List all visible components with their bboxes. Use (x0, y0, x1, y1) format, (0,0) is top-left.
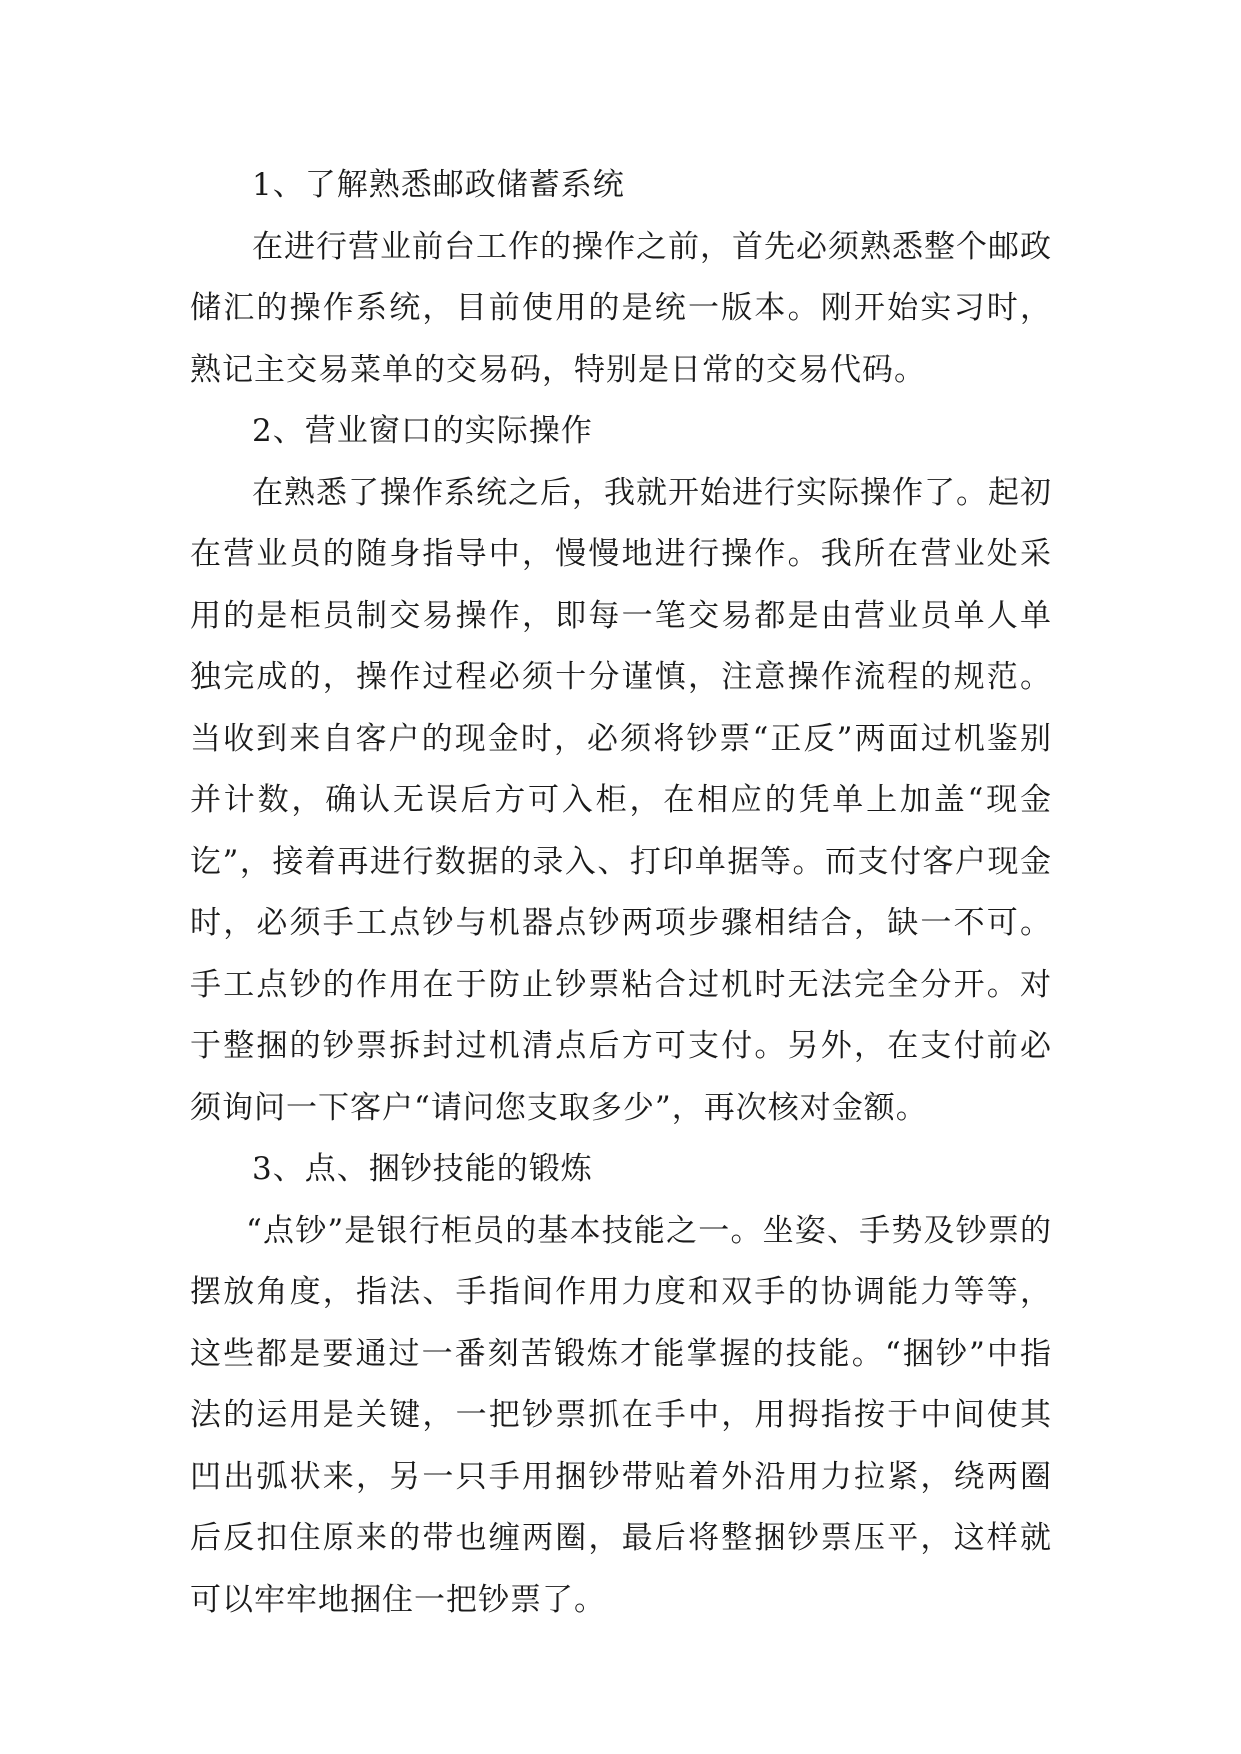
document-body (190, 155, 1052, 1631)
paragraph-3: “点钞”是银行柜员的基本技能之一。坐姿、手势及钞票的摆放角度，指法、手指间作用力度和双手的协调能力等等，这些都是要通过一番刻苦锻炼才能掌握的技能。“捆钞”中指法的运用是关键，一把钞票抓在手中，用拇指按于中间使其凹出弧状来，另一只手用捆钞带贴着外沿用力拉紧，绕两圈后反扣住原来的带也缠两圈，最后将整捆钞票压平，这样就可以牢牢地捆住一把钞票了。 (190, 1212, 1052, 1618)
section-heading-2: 2、营业窗口的实际操作 (252, 413, 593, 449)
paragraph-2: 在熟悉了操作系统之后，我就开始进行实际操作了。起初在营业员的随身指导中，慢慢地进行操作。我所在营业处采用的是柜员制交易操作，即每一笔交易都是由营业员单人单独完成的，操作过程必须十分谨慎，注意操作流程的规范。当收到来自客户的现金时，必须将钞票“正反”两面过机鉴别并计数，确认无误后方可入柜，在相应的凭单上加盖“现金讫”，接着再进行数据的录入、打印单据等。而支付客户现金时，必须手工点钞与机器点钞两项步骤相结合，缺一不可。手工点钞的作用在于防止钞票粘合过机时无法完全分开。对于整捆的钞票拆封过机清点后方可支付。另外，在支付前必须询问一下客户“请问您支取多少”，再次核对金额。 (190, 474, 1052, 1126)
paragraph-1: 在进行营业前台工作的操作之前，首先必须熟悉整个邮政储汇的操作系统，目前使用的是统一版本。刚开始实习时，熟记主交易菜单的交易码，特别是日常的交易代码。 (190, 228, 1052, 388)
section-heading-1: 1、了解熟悉邮政储蓄系统 (252, 167, 625, 203)
section-heading-3: 3、点、捆钞技能的锻炼 (252, 1151, 593, 1187)
